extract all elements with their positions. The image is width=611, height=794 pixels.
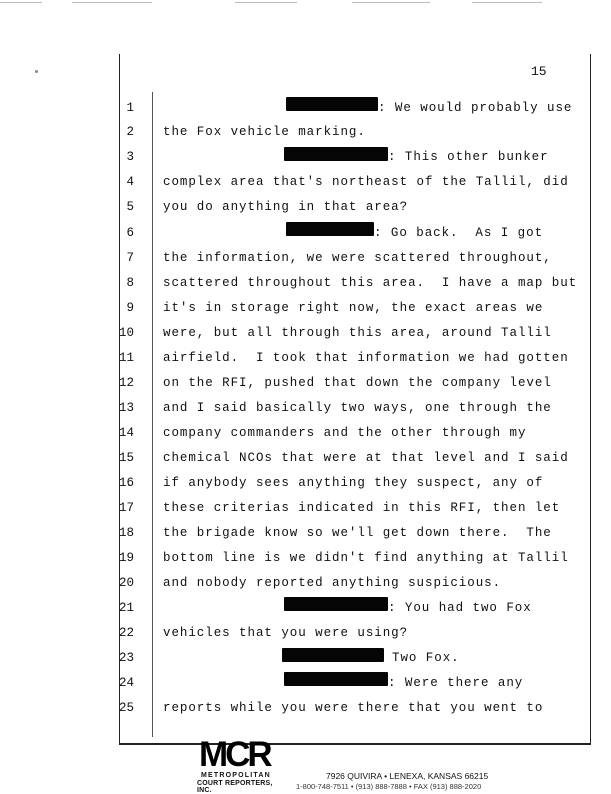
line-number: 1 <box>126 101 134 115</box>
transcript-line: vehicles that you were using? <box>163 626 409 640</box>
transcript-line: : This other bunker <box>388 150 549 164</box>
page-number: 15 <box>531 64 547 79</box>
line-number: 18 <box>118 526 134 540</box>
line-number: 21 <box>118 601 134 615</box>
line-number: 8 <box>126 276 134 290</box>
transcript-line: were, but all through this area, around Tallil <box>163 326 552 340</box>
line-number: 19 <box>118 551 134 565</box>
transcript-line: and nobody reported anything suspicious. <box>163 576 502 590</box>
transcript-line: airfield. I took that information we had gotten <box>163 351 569 365</box>
footer-address: 7926 QUIVIRA • LENEXA, KANSAS 66215 <box>326 771 489 781</box>
line-number: 6 <box>126 226 134 240</box>
line-number: 10 <box>118 326 134 340</box>
line-number: 17 <box>118 501 134 515</box>
line-number: 3 <box>126 150 134 164</box>
transcript-line: : Were there any <box>388 676 524 690</box>
scan-artifact <box>35 70 38 73</box>
line-number: 7 <box>126 251 134 265</box>
transcript-line: the brigade know so we'll get down there. The <box>163 526 552 540</box>
logo-company-line1: METROPOLITAN <box>201 772 271 779</box>
scan-artifact <box>472 2 542 3</box>
line-number: 24 <box>118 676 134 690</box>
transcript-line: complex area that's northeast of the Tallil, did <box>163 175 569 189</box>
line-number-margin-rule <box>152 92 153 737</box>
transcript-line: : We would probably use <box>378 101 573 115</box>
line-number: 13 <box>118 401 134 415</box>
scan-artifact <box>72 2 152 3</box>
redaction-bar <box>284 672 388 686</box>
line-number: 23 <box>118 651 134 665</box>
transcript-line: : Go back. As I got <box>374 226 544 240</box>
transcript-line: the Fox vehicle marking. <box>163 125 366 139</box>
logo-company-line2: COURT REPORTERS, INC. <box>197 780 273 794</box>
transcript-line: these criterias indicated in this RFI, then let <box>163 501 561 515</box>
redaction-bar <box>284 597 388 611</box>
scan-artifact <box>0 2 42 3</box>
transcript-line: chemical NCOs that were at that level and I said <box>163 451 569 465</box>
transcript-line: : You had two Fox <box>388 601 532 615</box>
redaction-bar <box>286 97 378 111</box>
logo-letters: MCR <box>199 735 270 774</box>
line-number: 22 <box>118 626 134 640</box>
redaction-bar <box>284 147 388 161</box>
line-number: 16 <box>118 476 134 490</box>
transcript-line: if anybody sees anything they suspect, any of <box>163 476 544 490</box>
line-number: 14 <box>118 426 134 440</box>
transcript-line: Two Fox. <box>392 651 460 665</box>
redaction-bar <box>286 222 374 236</box>
footer-phone: 1-800-748-7511 • (913) 888-7888 • FAX (913) 888-2020 <box>296 782 482 791</box>
line-number: 2 <box>126 125 134 139</box>
transcript-line: bottom line is we didn't find anything at Tallil <box>163 551 569 565</box>
mcr-logo <box>197 735 279 794</box>
line-number: 11 <box>118 351 134 365</box>
line-number: 15 <box>118 451 134 465</box>
line-number: 12 <box>118 376 134 390</box>
line-number: 4 <box>126 175 134 189</box>
transcript-line: scattered throughout this area. I have a map but <box>163 276 578 290</box>
scan-artifact <box>235 2 297 3</box>
transcript-line: it's in storage right now, the exact areas we <box>163 301 544 315</box>
page-bottom-rule <box>119 743 591 745</box>
transcript-line: reports while you were there that you went to <box>163 701 544 715</box>
transcript-line: the information, we were scattered throughout, <box>163 251 552 265</box>
transcript-line: company commanders and the other through my <box>163 426 527 440</box>
line-number: 20 <box>118 576 134 590</box>
line-number: 9 <box>126 301 134 315</box>
transcript-line: you do anything in that area? <box>163 200 409 214</box>
redaction-bar <box>282 648 384 662</box>
transcript-line: and I said basically two ways, one through the <box>163 401 552 415</box>
line-number: 25 <box>118 701 134 715</box>
scan-artifact <box>352 2 430 3</box>
line-number: 5 <box>126 200 134 214</box>
transcript-line: on the RFI, pushed that down the company level <box>163 376 552 390</box>
